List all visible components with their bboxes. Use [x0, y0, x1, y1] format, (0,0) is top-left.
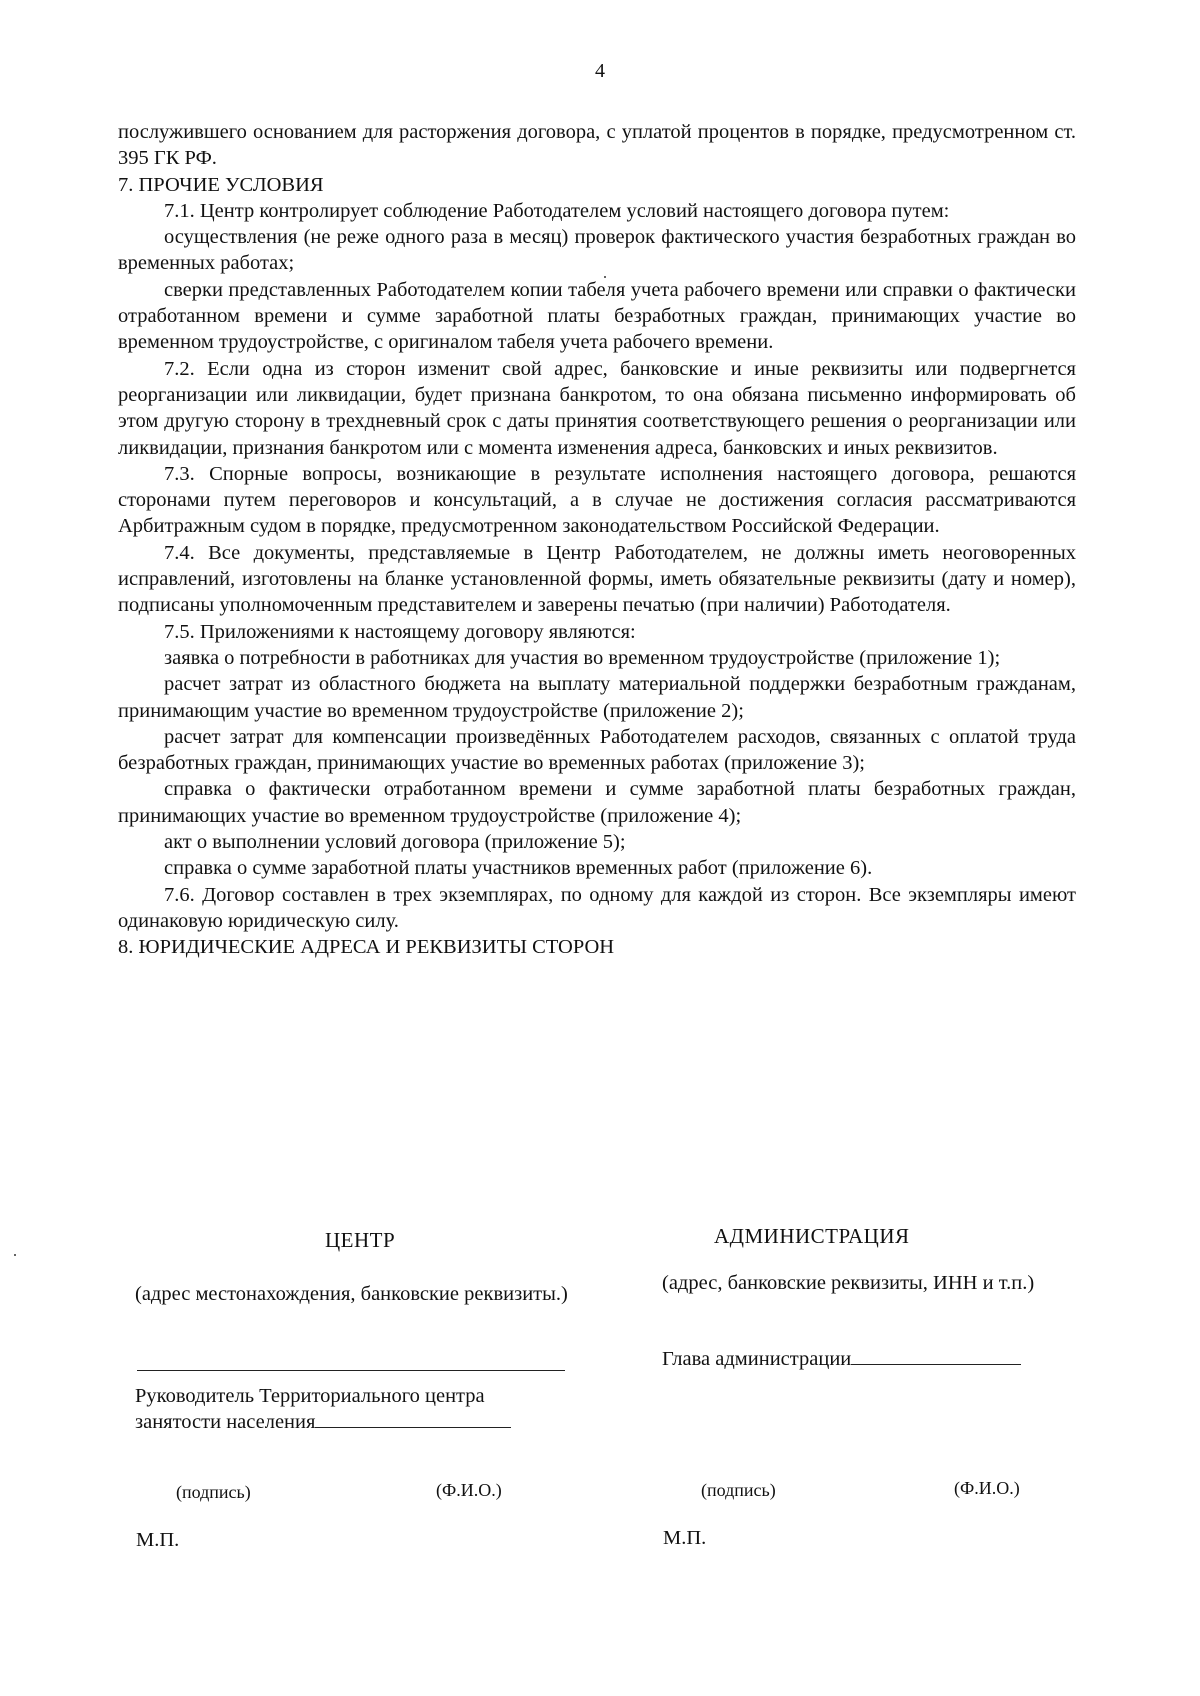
clause-7-3: 7.3. Спорные вопросы, возникающие в результате исполнения настоящего договора, решаются сторонами путем переговоров и консультаций, а в случае не достижения согласия рассматриваются Арбитражным судом в порядке, предусмотренном законодательством Российской Федерации. — [118, 462, 1076, 538]
center-signature-label: (подпись) — [176, 1482, 251, 1502]
clause-7-6: 7.6. Договор составлен в трех экземплярах, по одному для каждой из сторон. Все экземпляры имеют одинаковую юридическую силу. — [118, 883, 1076, 932]
administration-heading: АДМИНИСТРАЦИЯ — [714, 1224, 910, 1248]
appendix-item-3: расчет затрат для компенсации произведённых Работодателем расходов, связанных с оплатой труда безработных граждан, принимающих участие во временных работах (приложение 3); — [118, 725, 1076, 775]
center-signer-title-2: занятости населения — [135, 1411, 316, 1433]
appendix-item-2: расчет затрат из областного бюджета на выплату материальной поддержки безработным гражданам, принимающим участие во временном трудоустройстве (приложение 2); — [118, 673, 1076, 722]
appendix-item-1: заявка о потребности в работниках для участия во временном трудоустройстве (приложение 1); — [164, 646, 1001, 669]
clause-7-2: 7.2. Если одна из сторон изменит свой адрес, банковские и иные реквизиты или подвергнется реорганизации или ликвидации, будет признана банкротом, то она обязана письменно информировать об этом другую сторону в трехдневный срок с даты принятия соответствующего решения о реорганизации или ликвидации, признания банкротом или с момента изменения адреса, банковских и иных реквизитов. — [118, 357, 1076, 459]
page-number: 4 — [595, 60, 605, 82]
center-signer-block — [135, 1409, 575, 1435]
center-name-label: (Ф.И.О.) — [436, 1480, 502, 1500]
administration-signature-line — [851, 1363, 1021, 1365]
center-seal-label: М.П. — [136, 1529, 180, 1551]
center-signer-title-1: Руководитель Территориального центра — [135, 1385, 485, 1407]
clause-7-5: 7.5. Приложениями к настоящему договору являются: — [164, 620, 636, 643]
appendix-item-5: акт о выполнении условий договора (приложение 5); — [164, 831, 626, 854]
clause-7-1-item-a: осуществления (не реже одного раза в месяц) проверок фактического участия безработных граждан во временных работах; — [118, 226, 1076, 275]
clause-7-1: 7.1. Центр контролирует соблюдение Работодателем условий настоящего договора путем: — [164, 199, 950, 222]
center-details: (адрес местонахождения, банковские реквизиты.) — [135, 1283, 568, 1305]
scan-speck — [14, 1254, 16, 1256]
center-signature-line — [137, 1370, 565, 1371]
scan-speck — [604, 276, 606, 278]
administration-details: (адрес, банковские реквизиты, ИНН и т.п.) — [662, 1272, 1035, 1294]
appendix-item-4: справка о фактически отработанном времени и сумме заработной платы безработных граждан, принимающих участие во временном трудоустройстве (приложение 4); — [118, 778, 1076, 827]
administration-signature-label: (подпись) — [701, 1480, 776, 1500]
center-heading: ЦЕНТР — [325, 1228, 396, 1252]
administration-signer-block — [662, 1346, 1112, 1372]
continuation-paragraph: послужившего основанием для расторжения договора, с уплатой процентов в порядке, предусмотренном ст. 395 ГК РФ. — [118, 121, 1076, 170]
document-body — [118, 119, 1076, 961]
section-8-title: 8. ЮРИДИЧЕСКИЕ АДРЕСА И РЕКВИЗИТЫ СТОРОН — [118, 936, 615, 959]
center-name-line — [315, 1426, 511, 1428]
clause-7-1-item-b: сверки представленных Работодателем копии табеля учета рабочего времени или справки о фактически отработанном времени и сумме заработной платы безработных граждан, принимающих участие во временном трудоустройстве, с оригиналом табеля учета рабочего времени. — [118, 278, 1076, 354]
administration-signer-title: Глава администрации — [662, 1348, 852, 1370]
administration-name-label: (Ф.И.О.) — [954, 1478, 1020, 1498]
appendix-item-6: справка о сумме заработной платы участников временных работ (приложение 6). — [164, 857, 873, 880]
clause-7-4: 7.4. Все документы, представляемые в Центр Работодателем, не должны иметь неоговоренных исправлений, изготовлены на бланке установленной формы, иметь обязательные реквизиты (дату и номер), подписаны уполномоченным представителем и заверены печатью (при наличии) Работодателя. — [118, 541, 1076, 617]
section-7-title: 7. ПРОЧИЕ УСЛОВИЯ — [118, 173, 324, 196]
administration-seal-label: М.П. — [663, 1527, 707, 1549]
